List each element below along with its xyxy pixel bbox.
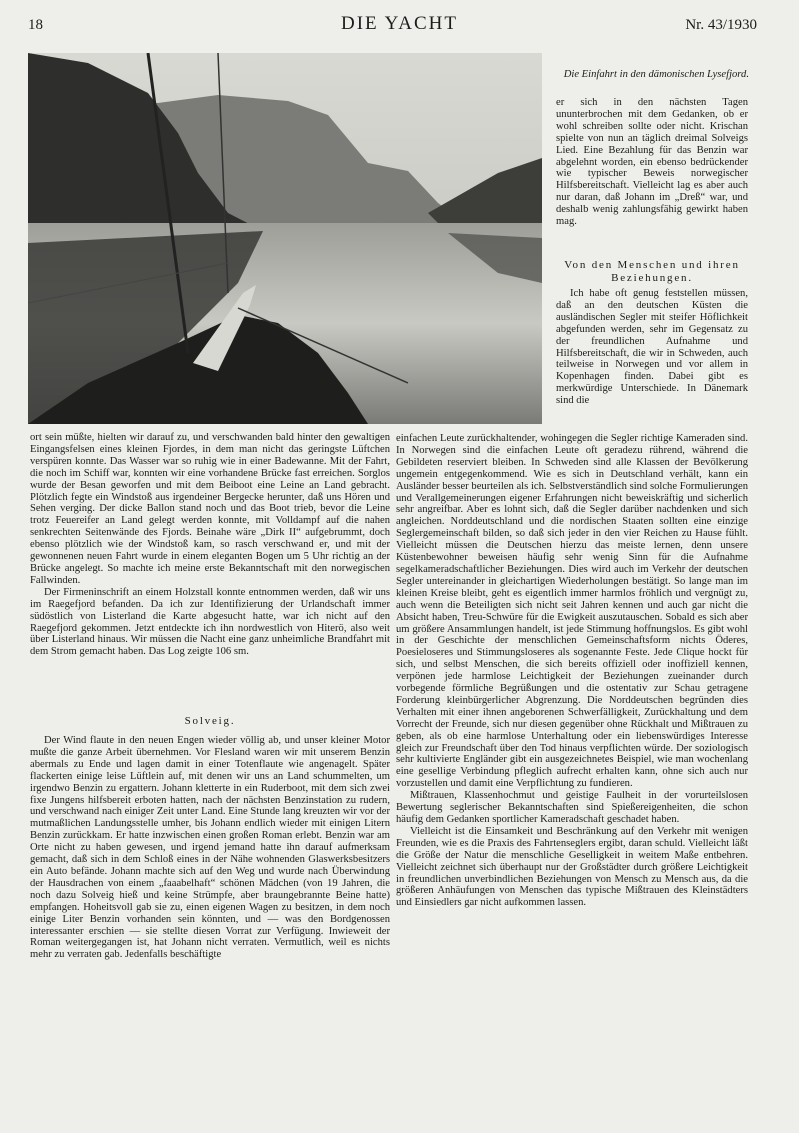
section-heading-solveig: Solveig. [184, 715, 236, 727]
left-paragraph-3: Der Wind flaute in den neuen Engen wieder völlig ab, und unser kleiner Motor mußte die ganze Arbeit übernehmen. Vor Flesland waren wir mit unserem Benzin abermals zu Ende und lagen damit in einer Totenflaute wie angenagelt. Später flackerten einige leise Lüftlein auf, mit denen wir uns an Land schummelten, um irgendwo Benzin zu ergattern. Johann kletterte in ein Ruderboot, mit dem sich zwei fixe Jungens hilfsbereit erboten hatten, nach der nächsten Benzinstation zu rudern, und verschwand nach einiger Zeit unter Land. Eine Stunde lang kreuzten wir vor der mutmaßlichen Landungsstelle umher, bis Johann endlich wieder mit einigen Litern Benzin zurückkam. Er hatte inzwischen einen großen Roman erlebt. Benzin war am Orte nicht zu haben gewesen, und irgend jemand hatte ihn darauf aufmerksam gemacht, daß sich in dem Schloß eines in der Nähe wohnenden Glaswerksbesitzers ein Auto befände. Johann machte sich auf den Weg und wurde nach Überwindung der Hausdrachen von einem „faaabelhaft“ schönen Mädchen (von 19 Jahren, die noch dazu Solveig hieß und keine Strümpfe, aber braungebrannte Beine hatte) empfangen. Hoheitsvoll gab sie zu, einen eigenen Wagen zu besitzen, in dem noch einige Liter Benzin vorhanden sein könnten, und — was den Bordgenossen interessanter erschien — sie stellte diesen Vorrat zur Verfügung. Inwieweit der Roman weitergegangen ist, hat Johann nicht verraten. Vermutlich, weil es nichts mehr zu verraten gab. Jedenfalls beschäftigte [30, 735, 390, 961]
photo-caption: Die Einfahrt in den dämonischen Lysefjord. [563, 69, 749, 80]
left-column-part1 [30, 432, 390, 658]
magazine-title: DIE YACHT [340, 13, 459, 34]
fjord-photo [28, 53, 542, 424]
right-column-paragraph [556, 288, 748, 407]
right-column-intro [556, 97, 748, 228]
left-paragraph-2: Der Firmeninschrift an einem Holzstall konnte entnommen werden, daß wir uns im Raegefjord befanden. Da ich zur Identifizierung der Urlandschaft immer südöstlich von Listerland die Karte abgesucht hatte, war ich nicht auf den Raegefjord gekommen. Jetzt entdeckte ich ihn nordwestlich von Hiterö, also weit über Listerland hinaus. Wir müssen die Nacht eine ganz unheimliche Brandfahrt mit dem Strom gemacht haben. Das Log zeigte 106 sm. [30, 586, 390, 658]
intro-paragraph: er sich in den nächsten Tagen ununterbrochen mit dem Gedanken, ob er wohl schreiben sollte oder nicht. Krischan spielte von nun an täglich dreimal Solveigs Lied. Eine Bezahlung für das Benzin war abgelehnt worden, ein ebenso bedrückender wie typischer Beweis norwegischer Hilfsbereitschaft. Vielleicht lag es aber auch nur daran, daß Johann im „Dreß“ war, und deshalb wenig zahlungsfähig gewirkt haben mag. [556, 97, 748, 228]
wide-paragraph-2: Mißtrauen, Klassenhochmut und geistige Faulheit in der vorurteilslosen Bewertung seglerischer Bekanntschaften sind Spießereigenheiten, die schon häufig dem Gedanken sportlicher Kameradschaft geschadet haben. [396, 790, 748, 825]
wide-right-column [396, 433, 748, 909]
page-number: 18 [28, 17, 43, 33]
fjord-photo-drawing [28, 53, 542, 424]
section-heading-menschen: Von den Menschen und ihren Beziehungen. [564, 259, 740, 284]
wide-paragraph-1: einfachen Leute zurückhaltender, wohingegen die Segler richtige Kameraden sind. In Norwegen sind die einfachen Leute oft geradezu rührend, während die Gebildeten reserviert bleiben. In Schweden sind alle Klassen der Bevölkerung ungemein entgegenkommend. Wie es sich in Deutschland verhält, kann ein Ausländer besser beurteilen als ich. Selbstverständlich sind solche Formulierungen und Verallgemeinerungen eigener Erfahrungen nicht beweiskräftig und sicherlich sehr angreifbar. Aber es lohnt sich, daß die Segler darüber nachdenken und sich angleichen. Norddeutschland und die nordischen Staaten sollten eine einzige Seglergemeinschaft bilden, so daß sich jeder in den vier Reichen zu Hause fühlt. Vielleicht müssen die Deutschen hierzu das meiste lernen, denn unsere Küstenbewohner beweisen häufig sehr wenig Sinn für die Aufnahme segelkameradschaftlicher Beziehungen. Dies wird auch im Verkehr der deutschen Segler untereinander in gleichartigen Wiederholungen bestätigt. So lange man im kleinen Kreise bleibt, geht es eigentlich immer harmlos fröhlich und vergnügt zu, auch wenn die Beteiligten sich nicht seit Jahren kennen und auch gar nicht die Absicht haben, Treu-Schwüre für die Ewigkeit auszutauschen. Sobald es sich aber um größere Ansammlungen handelt, ist jede Stimmung hoffnungslos. Es gibt wohl in der Geschichte der menschlichen Gemeinschaftsform nichts Öderes, Poesieloseres und Stimmungsloseres als sogenannte Feste. Jede Clique hockt für sich, und selbst Menschen, die sich bereits offiziell oder inoffiziell kennen, verpönen jede harmlose Leichtigkeit der Beziehungen zueinander durch vorbegende förmliche Begrüßungen und die ostentativ zur Schau getragene Forderung kleinbürgerlicher Abgrenzung. Die Norddeutschen begründen dies Verhalten mit einer ihnen angeborenen Schwerfälligkeit, Zurückhaltung und dem Vorrecht der Freunde, sich nur diesen gegenüber ohne Rückhalt und Mißtrauen zu geben, als ob eine harmlose Unterhaltung oder ein liebenswürdiges Interesse gleich zur Freundschaft über den Tod hinaus verpflichten würde. Der soziologisch sehr kultivierte Engländer gibt ein ausgezeichnetes Beispiel, wie man wochenlang eine gesellige Verbindung pfleglich aufrecht erhalten kann, ohne sich auch nur vorzustellen und damit eine Verpflichtung zu fundieren. [396, 433, 748, 790]
wide-paragraph-3: Vielleicht ist die Einsamkeit und Beschränkung auf den Verkehr mit wenigen Freunden, wie es die Praxis des Fahrtenseglers ergibt, daran schuld. Vielleicht läßt die Größe der Natur die menschliche Geselligkeit in weitem Maße entbehren. Vielleicht zeichnet sich überhaupt nur der Großstädter durch größere Leichtigkeit in freundlichen unverbindlichen Beziehungen von Mensch zu Mensch aus, da die größeren Anhäufungen von Menschen das typische Mißtrauen des Kleinstädters und Einsiedlers gar nicht aufkommen lassen. [396, 825, 748, 909]
menschen-paragraph: Ich habe oft genug feststellen müssen, daß an den deutschen Küsten die ausländischen Segler mit steifer Höflichkeit abgefunden werden, sehr im Gegensatz zu der freundlichen Aufnahme und Hilfsbereitschaft, die wir in Schweden, auch teilweise in Norwegen und vor allem in Kopenhagen finden. Dabei gibt es merkwürdige Unterschiede. In Dänemark sind die [556, 288, 748, 407]
issue-number: Nr. 43/1930 [685, 17, 757, 33]
left-paragraph-1: ort sein müßte, hielten wir darauf zu, und verschwanden bald hinter den gewaltigen Eingangsfelsen eines kleinen Fjordes, in dem man nicht das geringste Lüftchen verspüren konnte. Das Wasser war so ruhig wie in einer Badewanne. Mit der Fahrt, die noch im Schiff war, konnten wir eine vorhandene Brücke fast erreichen. Sorglos wurde der Besan geworfen und mit dem Beiboot eine Leine an Land gebracht. Plötzlich fegte ein Windstoß aus irgendeiner Bergecke herunter, daß uns Hören und Sehen verging. Der dicke Ballon stand noch und das Boot trieb, bevor die Leine trotz Feuereifer an Land gelegt werden konnte, mit Volldampf auf die nahen senkrechten Seitenwände des Fjords. Beinahe wäre „Dirk II“ aufgebrummt, doch ebenso plötzlich wie der Windstoß kam, so rasch verschwand er, und mit der gewonnenen neuen Fahrt wurde in einem eleganten Bogen um 5 Uhr richtig an der Brücke angelegt. So machte ich meine erste Bekanntschaft mit den norwegischen Fallwinden. [30, 432, 390, 586]
left-column-part2 [30, 735, 390, 961]
